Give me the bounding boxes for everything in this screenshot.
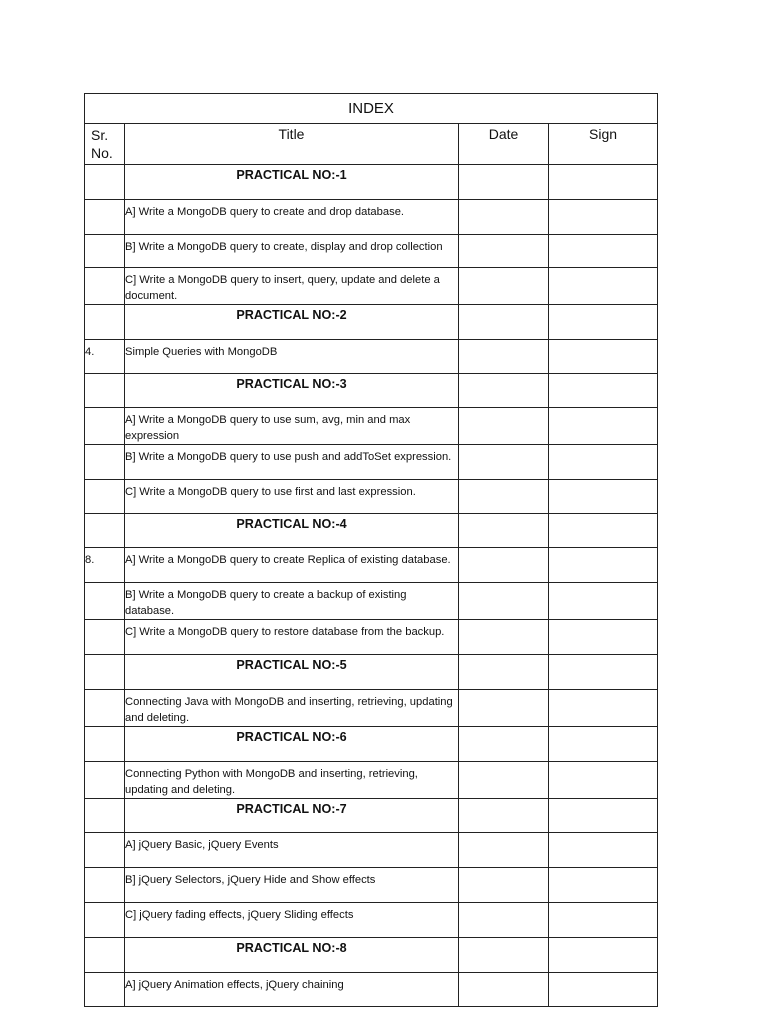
table-row [85,868,658,903]
table-row [85,583,658,620]
sign-cell [549,727,658,762]
sign-cell [549,480,658,514]
table-row [85,833,658,868]
date-cell [459,374,549,408]
date-cell [459,340,549,374]
date-cell [459,727,549,762]
table-row [85,200,658,235]
sr-no-cell [85,480,125,514]
practical-heading: PRACTICAL NO:-4 [125,514,459,548]
table-body [85,165,658,1007]
sr-no-cell [85,374,125,408]
sr-no-cell [85,655,125,690]
sign-cell [549,938,658,973]
date-cell [459,235,549,268]
practical-heading-row [85,799,658,833]
sign-cell [549,762,658,799]
table-row [85,268,658,305]
title-cell: B] jQuery Selectors, jQuery Hide and Show effects [125,868,459,903]
sign-cell [549,514,658,548]
header-sign: Sign [549,124,658,165]
date-cell [459,833,549,868]
date-cell [459,480,549,514]
table-row [85,408,658,445]
sr-no-cell [85,583,125,620]
sr-no-cell [85,868,125,903]
table-row [85,973,658,1007]
date-cell [459,445,549,480]
sr-no-cell [85,833,125,868]
title-cell: Simple Queries with MongoDB [125,340,459,374]
header-date: Date [459,124,549,165]
sr-no-cell [85,620,125,655]
sign-cell [549,833,658,868]
date-cell [459,583,549,620]
sign-cell [549,973,658,1007]
practical-heading: PRACTICAL NO:-6 [125,727,459,762]
practical-heading-row [85,727,658,762]
sign-cell [549,268,658,305]
sign-cell [549,165,658,200]
table-row [85,620,658,655]
date-cell [459,973,549,1007]
date-cell [459,200,549,235]
sign-cell [549,374,658,408]
date-cell [459,620,549,655]
table-row [85,690,658,727]
date-cell [459,690,549,727]
sr-no-cell [85,305,125,340]
title-cell: C] jQuery fading effects, jQuery Sliding effects [125,903,459,938]
table-row [85,762,658,799]
sign-cell [549,620,658,655]
date-cell [459,165,549,200]
title-cell: A] jQuery Animation effects, jQuery chaining [125,973,459,1007]
date-cell [459,799,549,833]
sign-cell [549,305,658,340]
title-cell: Connecting Python with MongoDB and inserting, retrieving, updating and deleting. [125,762,459,799]
date-cell [459,762,549,799]
practical-heading-row [85,305,658,340]
sr-no-cell [85,445,125,480]
sr-no-cell: 4. [85,340,125,374]
sr-no-cell [85,799,125,833]
date-cell [459,268,549,305]
title-cell: Connecting Java with MongoDB and inserting, retrieving, updating and deleting. [125,690,459,727]
sr-no-cell [85,408,125,445]
title-cell: C] Write a MongoDB query to use first and last expression. [125,480,459,514]
table-row [85,548,658,583]
sign-cell [549,903,658,938]
title-cell: A] Write a MongoDB query to create and drop database. [125,200,459,235]
title-cell: C] Write a MongoDB query to restore database from the backup. [125,620,459,655]
sr-no-cell [85,268,125,305]
title-cell: B] Write a MongoDB query to create a backup of existing database. [125,583,459,620]
title-cell: B] Write a MongoDB query to use push and addToSet expression. [125,445,459,480]
header-sr-no-label: Sr. No. [91,127,113,161]
date-cell [459,903,549,938]
header-title: Title [125,124,459,165]
practical-heading-row [85,374,658,408]
practical-heading-row [85,514,658,548]
sr-no-cell [85,165,125,200]
practical-heading: PRACTICAL NO:-2 [125,305,459,340]
table-header-row [85,124,658,165]
title-cell: A] Write a MongoDB query to create Replica of existing database. [125,548,459,583]
practical-heading-row [85,655,658,690]
sign-cell [549,655,658,690]
sign-cell [549,868,658,903]
table-row [85,235,658,268]
index-table [84,93,658,1007]
practical-heading: PRACTICAL NO:-5 [125,655,459,690]
date-cell [459,408,549,445]
sr-no-cell [85,200,125,235]
title-cell: C] Write a MongoDB query to insert, query, update and delete a document. [125,268,459,305]
date-cell [459,655,549,690]
sr-no-cell [85,235,125,268]
practical-heading-row [85,938,658,973]
title-cell: A] Write a MongoDB query to use sum, avg, min and max expression [125,408,459,445]
sr-no-cell [85,973,125,1007]
sign-cell [549,548,658,583]
sign-cell [549,445,658,480]
sign-cell [549,200,658,235]
sign-cell [549,690,658,727]
sr-no-cell [85,938,125,973]
sr-no-cell [85,514,125,548]
sign-cell [549,408,658,445]
practical-heading: PRACTICAL NO:-7 [125,799,459,833]
date-cell [459,938,549,973]
sr-no-cell [85,903,125,938]
date-cell [459,514,549,548]
practical-heading: PRACTICAL NO:-8 [125,938,459,973]
practical-heading: PRACTICAL NO:-1 [125,165,459,200]
sr-no-cell [85,690,125,727]
sr-no-cell: 8. [85,548,125,583]
sign-cell [549,235,658,268]
sign-cell [549,799,658,833]
date-cell [459,305,549,340]
table-row [85,445,658,480]
sr-no-cell [85,727,125,762]
index-title-row [85,94,658,124]
table-row [85,480,658,514]
title-cell: A] jQuery Basic, jQuery Events [125,833,459,868]
sign-cell [549,340,658,374]
header-sr-no [85,124,125,165]
date-cell [459,548,549,583]
title-cell: B] Write a MongoDB query to create, display and drop collection [125,235,459,268]
practical-heading: PRACTICAL NO:-3 [125,374,459,408]
sr-no-cell [85,762,125,799]
table-row [85,340,658,374]
practical-heading-row [85,165,658,200]
index-title: INDEX [85,94,658,124]
table-row [85,903,658,938]
date-cell [459,868,549,903]
sign-cell [549,583,658,620]
